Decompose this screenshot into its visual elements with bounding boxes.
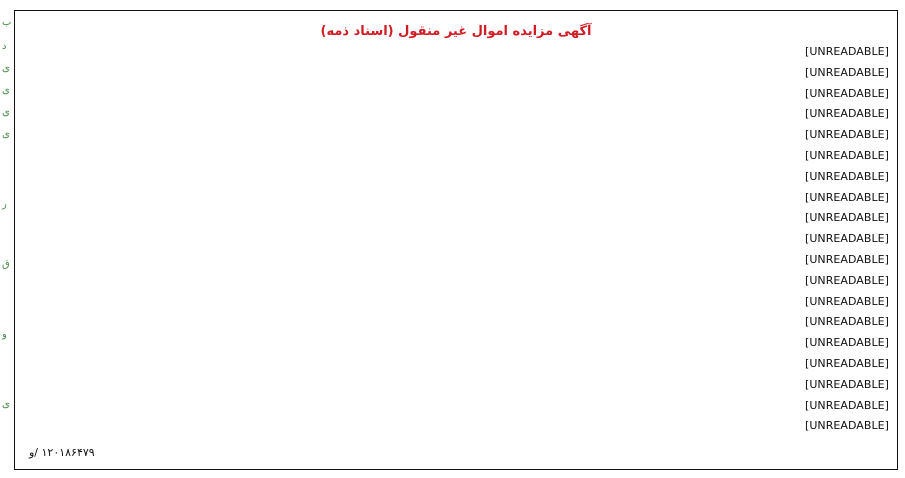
notice-line: [UNREADABLE] <box>804 148 889 162</box>
edge-glyph: ق <box>2 259 10 270</box>
notice-line: [UNREADABLE] <box>804 294 889 308</box>
edge-glyph: ب <box>2 17 12 28</box>
notice-line: [UNREADABLE] <box>804 252 889 266</box>
left-edge-strip <box>0 0 12 478</box>
notice-line: [UNREADABLE] <box>804 107 889 121</box>
notice-title: آگهی مزایده اموال غیر منقول (اسناد ذمه) <box>320 24 592 39</box>
edge-glyph: ر <box>2 199 7 210</box>
notice-line: [UNREADABLE] <box>804 336 889 350</box>
edge-glyph: و <box>2 329 7 340</box>
edge-glyph: ی <box>2 107 10 118</box>
notice-line: [UNREADABLE] <box>804 273 889 287</box>
edge-glyph: ی <box>2 399 10 410</box>
notice-line: [UNREADABLE] <box>804 315 889 329</box>
notice-line: [UNREADABLE] <box>804 232 889 246</box>
notice-line: [UNREADABLE] <box>804 419 889 433</box>
edge-glyph: ی <box>2 85 10 96</box>
notice-body <box>25 42 889 442</box>
notice-line: [UNREADABLE] <box>804 356 889 370</box>
notice-footer-code: ۱۲۰۱۸۶۴۷۹ /و <box>29 446 95 459</box>
notice-frame <box>14 10 898 470</box>
notice-line: [UNREADABLE] <box>804 398 889 412</box>
notice-line: [UNREADABLE] <box>804 169 889 183</box>
edge-glyph: د <box>2 41 7 52</box>
notice-line: [UNREADABLE] <box>804 45 889 58</box>
notice-line: [UNREADABLE] <box>804 86 889 100</box>
notice-line: [UNREADABLE] <box>804 377 889 391</box>
edge-glyph: ی <box>2 129 10 140</box>
notice-line: [UNREADABLE] <box>804 190 889 204</box>
notice-line: [UNREADABLE] <box>804 65 889 79</box>
notice-line: [UNREADABLE] <box>804 211 889 225</box>
edge-glyph: ی <box>2 63 10 74</box>
notice-line: [UNREADABLE] <box>804 128 889 142</box>
